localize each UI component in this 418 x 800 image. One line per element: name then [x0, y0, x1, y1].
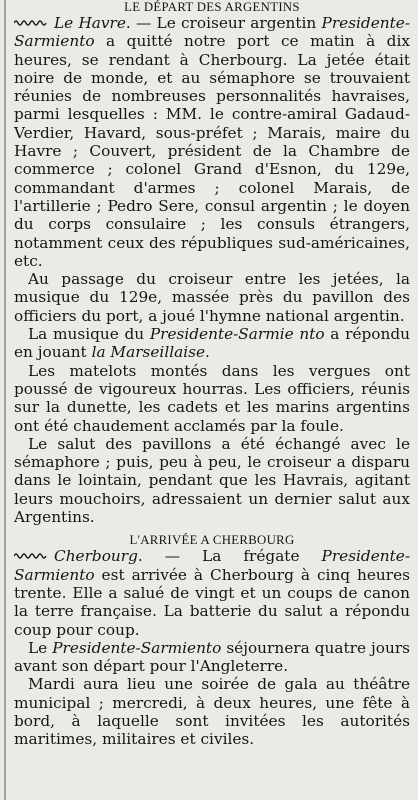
ship-name: Presidente-Sarmiento	[14, 547, 410, 584]
paragraph-flag-salute: Le salut des pavillons a été échangé avec le sémaphore ; puis, peu à peu, le croiseur a disparu dans le lointain, pendant que les Havrais, agitant leurs mouchoirs, adressaient un dernier salut aux Argentins.	[14, 434, 410, 527]
paragraph-music-response	[14, 325, 410, 362]
paragraph-text-part: . — La frégate	[137, 547, 322, 566]
ship-name: Presidente-Sarmiento	[52, 638, 222, 657]
wavy-dateline-icon	[14, 19, 48, 27]
paragraph-sailors: Les matelots montés dans les vergues ont poussé de vigoureux hourras. Les officiers, réunis sur la dunette, les cadets et les marins argentins ont été chaudement acclamés par la foule.	[14, 361, 410, 435]
paragraph-text-part: est arrivée à Cherbourg à cinq heures trente. Elle a salué de vingt et un coups de canon la terre française. La batterie du salut a répondu coup pour coup.	[14, 565, 410, 639]
section-title-arrival: L'ARRIVÉE A CHERBOURG	[129, 533, 295, 548]
paragraph-stay-duration	[14, 639, 410, 676]
anthem-name: la Marseillaise	[91, 343, 206, 362]
ship-name: Presidente-Sarmie nto	[149, 325, 325, 344]
wavy-dateline-icon	[14, 552, 48, 560]
ship-name: Presidente-Sarmiento	[14, 14, 410, 51]
paragraph-text-part: Le	[28, 638, 53, 657]
paragraph-text-part: . — Le croiseur argentin	[125, 14, 322, 32]
paragraph-havre-report	[14, 14, 410, 270]
paragraph-text-part: a quitté notre port ce matin à dix heures, se rendant à Cherbourg. La jetée était noire de monde, et au sémaphore se trouvaient réunies de nombreuses personnalités havraises, parmi lesquelles : MM. le contre-amiral Gadaud-Verdier, Havard, sous-préfet ; Marais, maire du Havre ; Couvert, président de la Chambre de commerce ; colonel Grand d'Esnon, du 129e, commandant d'armes ; colonel Marais, de l'artillerie ; Pedro Sere, consul argentin ; le doyen du corps consulaire ; les consuls étrangers, notamment ceux des républiques sud-américaines, etc.	[14, 32, 410, 270]
paragraph-music-passage: Au passage du croiseur entre les jetées, la musique du 129e, massée près du pavillon des officiers du port, a joué l'hymne national argentin.	[14, 270, 410, 325]
paragraph-text-part: a répondu en jouant	[14, 325, 410, 362]
paragraph-text-part: La musique du	[28, 325, 150, 344]
paragraph-text-part: séjournera quatre jours avant son départ pour l'Angleterre.	[14, 638, 410, 676]
place-name-cherbourg: Cherbourg	[54, 547, 138, 566]
paragraph-text-part: .	[205, 343, 210, 362]
section-title-departure: LE DÉPART DES ARGENTINS	[124, 0, 300, 14]
column-divider	[4, 0, 6, 800]
paragraph-cherbourg-report	[14, 547, 410, 638]
paragraph-gala-events: Mardi aura lieu une soirée de gala au théâtre municipal ; mercredi, à deux heures, une fête à bord, à laquelle sont invitées les autorités maritimes, militaires et civiles.	[14, 675, 410, 749]
place-name-havre: Le Havre	[54, 14, 126, 32]
